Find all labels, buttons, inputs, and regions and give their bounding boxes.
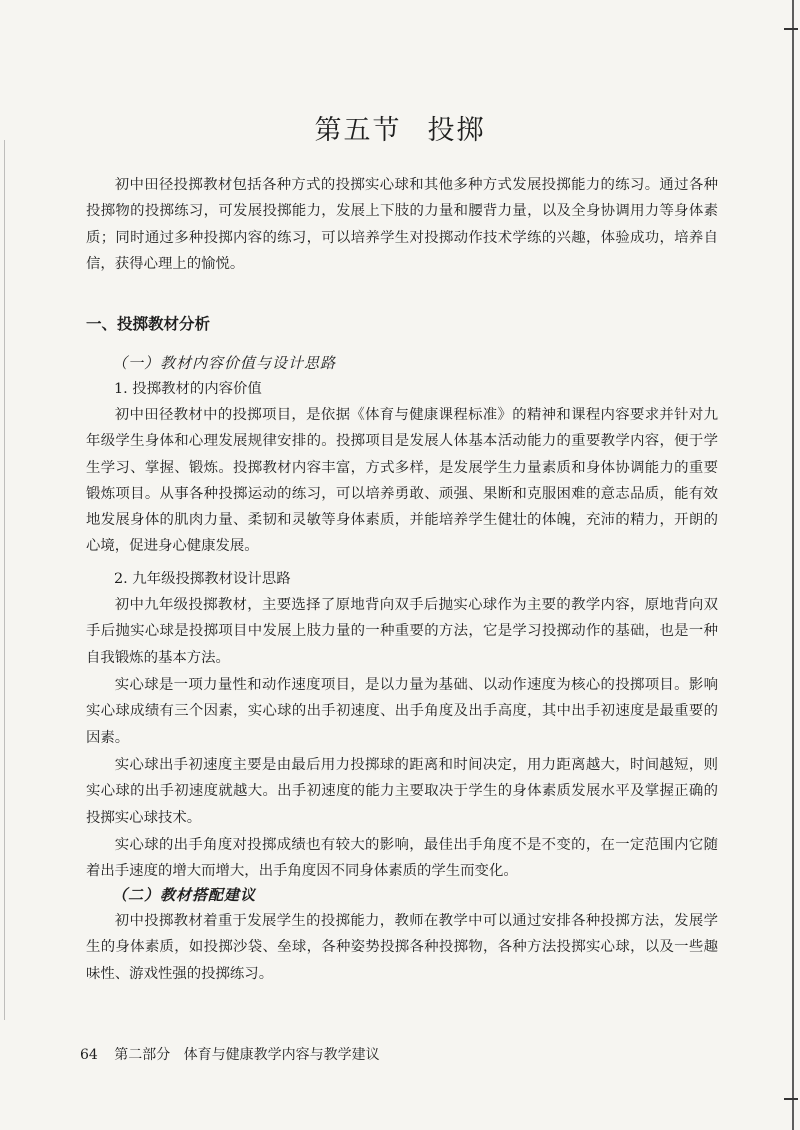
paragraph-pairing: 初中投掷教材着重于发展学生的投掷能力，教师在教学中可以通过安排各种投掷方法，发展学生的身体素质，如投掷沙袋、垒球，各种姿势投掷各种投掷物，各种方法投掷实心球，以及一些趣味性、游戏性强的投掷练习。 (86, 913, 718, 982)
item-heading-content-value: 1. 投掷教材的内容价值 (114, 381, 262, 397)
footer-title: 体育与健康教学内容与教学建议 (183, 1047, 380, 1063)
paragraph-design-1: 初中九年级投掷教材，主要选择了原地背向双手后抛实心球作为主要的教学内容，原地背向双手后抛实心球是投掷项目中发展上肢力量的一种重要的方法，它是学习投掷动作的基础，也是一种自我锻炼的基本方法。 (86, 597, 718, 666)
heading-analysis: 一、投掷教材分析 (86, 315, 211, 333)
scan-edge-left (4, 140, 5, 1020)
section-name: 投掷 (427, 115, 486, 146)
crop-mark-top (784, 28, 798, 30)
paragraph-design-4: 实心球的出手角度对投掷成绩也有较大的影响，最佳出手角度不是不变的，在一定范围内它随着出手速度的增大而增大，出手角度因不同身体素质的学生而变化。 (86, 837, 718, 880)
item-heading-design-idea: 2. 九年级投掷教材设计思路 (114, 571, 291, 587)
paragraph-design-2: 实心球是一项力量性和动作速度项目，是以力量为基础、以动作速度为核心的投掷项目。影响实心球成绩有三个因素，实心球的出手初速度、出手角度及出手高度，其中出手初速度是最重要的因素。 (86, 677, 718, 746)
footer-part: 第二部分 (114, 1047, 171, 1063)
subheading-content-value: （一）教材内容价值与设计思路 (112, 354, 337, 372)
scan-edge-right (792, 0, 794, 1130)
paragraph-content-value: 初中田径教材中的投掷项目，是依据《体育与健康课程标准》的精神和课程内容要求并针对九年级学生身体和心理发展规律安排的。投掷项目是发展人体基本活动能力的重要教学内容，便于学生学习、掌握、锻炼。投掷教材内容丰富，方式多样，是发展学生力量素质和身体协调能力的重要锻炼项目。从事各种投掷运动的练习，可以培养勇敢、顽强、果断和克服困难的意志品质，能有效地发展身体的肌肉力量、柔韧和灵敏等身体素质，并能培养学生健壮的体魄，充沛的精力，开朗的心境，促进身心健康发展。 (86, 407, 718, 555)
section-title (0, 108, 800, 147)
subheading-pairing: （二）教材搭配建议 (112, 886, 257, 904)
page-number: 64 (80, 1047, 98, 1063)
page-footer (80, 1044, 380, 1064)
intro-paragraph: 初中田径投掷教材包括各种方式的投掷实心球和其他多种方式发展投掷能力的练习。通过各种投掷物的投掷练习，可发展投掷能力，发展上下肢的力量和腰背力量，以及全身协调用力等身体素质；同时通过多种投掷内容的练习，可以培养学生对投掷动作技术学练的兴趣，体验成功，培养自信，获得心理上的愉悦。 (86, 177, 718, 272)
section-number: 第五节 (314, 115, 402, 146)
crop-mark-bottom (784, 1098, 798, 1100)
paragraph-design-3: 实心球出手初速度主要是由最后用力投掷球的距离和时间决定，用力距离越大，时间越短，则实心球的出手初速度就越大。出手初速度的能力主要取决于学生的身体素质发展水平及掌握正确的投掷实心球技术。 (86, 757, 718, 826)
